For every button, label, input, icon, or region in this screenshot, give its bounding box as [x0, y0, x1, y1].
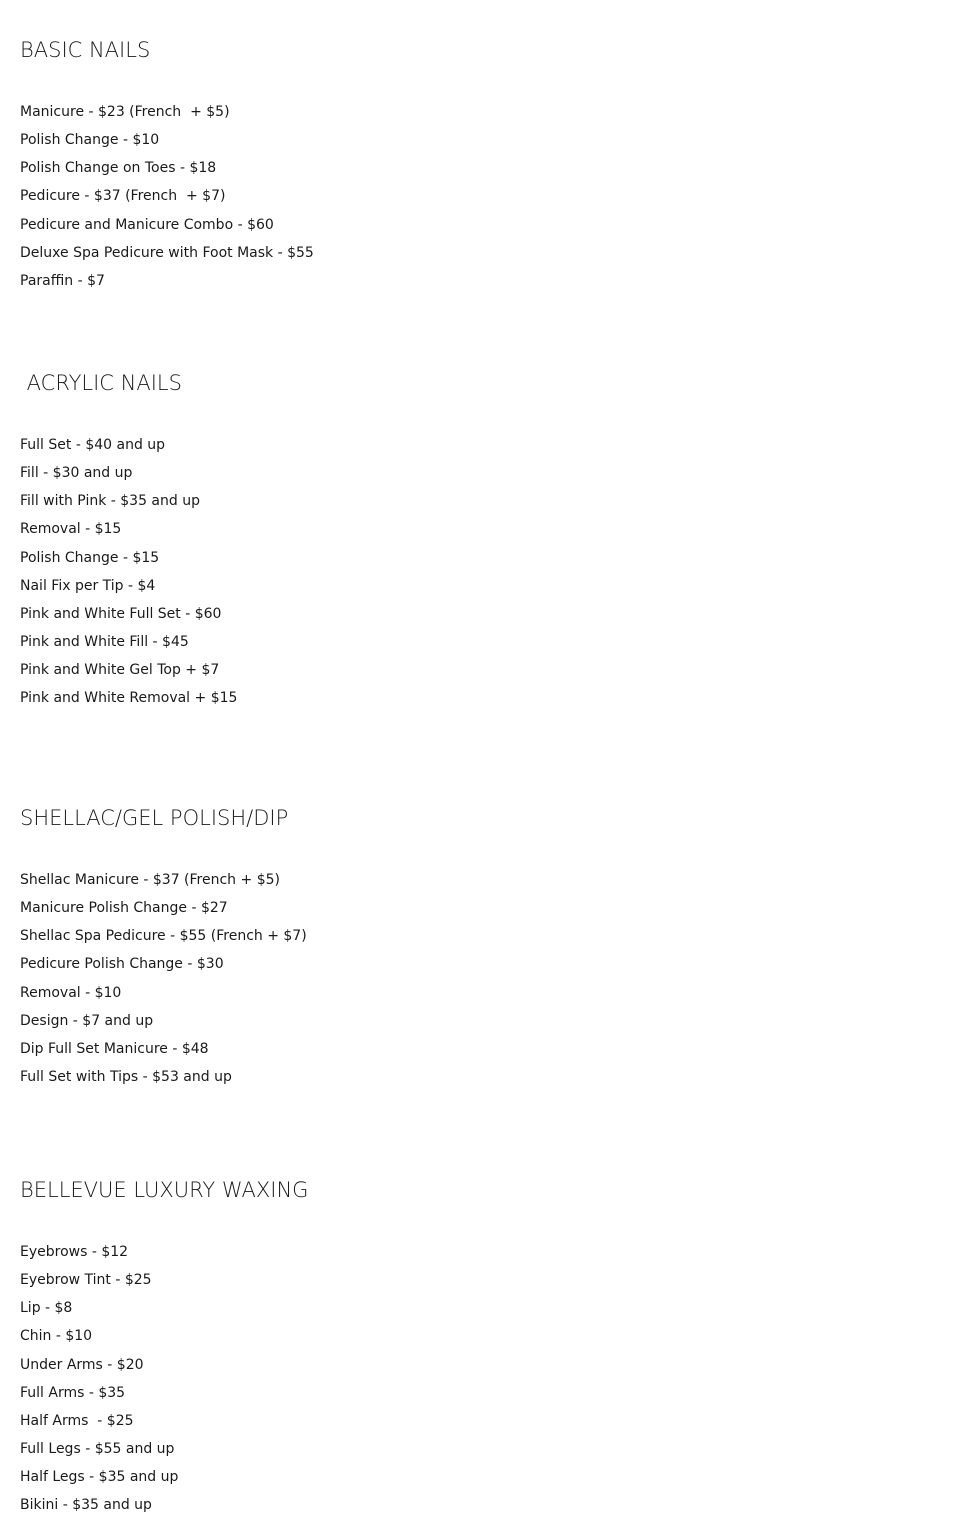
shellac-item-full-set-tips: Full Set with Tips - $53 and up [20, 1068, 232, 1085]
acrylic-item-polish-change: Polish Change - $15 [20, 549, 160, 566]
basic-nails-heading: BASIC NAILS [20, 38, 151, 62]
basic-nails-section [20, 36, 920, 295]
shellac-item-dip-full-set: Dip Full Set Manicure - $48 [20, 1040, 209, 1057]
waxing-item-full-legs: Full Legs - $55 and up [20, 1440, 175, 1457]
basic-nails-item-manicure: Manicure - $23 (French + $5) [20, 104, 230, 120]
shellac-heading: SHELLAC/GEL POLISH/DIP [20, 806, 289, 830]
waxing-list [20, 1238, 920, 1519]
basic-nails-item-deluxe-spa-pedicure: Deluxe Spa Pedicure with Foot Mask - $55 [20, 244, 314, 261]
acrylic-item-nail-fix: Nail Fix per Tip - $4 [20, 577, 156, 594]
acrylic-nails-section [20, 369, 920, 712]
waxing-item-lip: Lip - $8 [20, 1300, 73, 1317]
shellac-item-manicure-polish-change: Manicure Polish Change - $27 [20, 900, 228, 917]
acrylic-item-pw-fill: Pink and White Fill - $45 [20, 633, 189, 650]
basic-nails-item-polish-change: Polish Change - $10 [20, 132, 160, 149]
acrylic-nails-heading: ACRYLIC NAILS [20, 371, 182, 395]
waxing-item-full-arms: Full Arms - $35 [20, 1384, 126, 1401]
shellac-item-manicure: Shellac Manicure - $37 (French + $5) [20, 872, 280, 888]
acrylic-nails-list [20, 431, 920, 712]
waxing-item-eyebrows: Eyebrows - $12 [20, 1244, 129, 1260]
waxing-item-bikini: Bikini - $35 and up [20, 1497, 152, 1514]
waxing-item-chin: Chin - $10 [20, 1328, 93, 1345]
waxing-item-half-legs: Half Legs - $35 and up [20, 1469, 179, 1486]
waxing-item-under-arms: Under Arms - $20 [20, 1356, 144, 1373]
shellac-item-pedicure-polish-change: Pedicure Polish Change - $30 [20, 956, 224, 973]
shellac-list [20, 866, 920, 1091]
waxing-item-half-arms: Half Arms - $25 [20, 1412, 134, 1429]
acrylic-item-pw-removal: Pink and White Removal + $15 [20, 690, 238, 707]
waxing-heading: BELLEVUE LUXURY WAXING [20, 1178, 309, 1202]
acrylic-item-full-set: Full Set - $40 and up [20, 437, 166, 453]
waxing-section [20, 1176, 920, 1519]
shellac-item-design: Design - $7 and up [20, 1012, 154, 1029]
shellac-section [20, 804, 920, 1091]
basic-nails-item-paraffin: Paraffin - $7 [20, 272, 105, 289]
basic-nails-item-polish-change-toes: Polish Change on Toes - $18 [20, 160, 217, 177]
shellac-item-spa-pedicure: Shellac Spa Pedicure - $55 (French + $7) [20, 928, 307, 945]
shellac-item-removal: Removal - $10 [20, 984, 122, 1001]
basic-nails-item-pedicure: Pedicure - $37 (French + $7) [20, 188, 226, 205]
acrylic-item-removal: Removal - $15 [20, 521, 122, 538]
acrylic-item-fill-pink: Fill with Pink - $35 and up [20, 493, 200, 510]
acrylic-item-fill: Fill - $30 and up [20, 465, 133, 482]
waxing-item-eyebrow-tint: Eyebrow Tint - $25 [20, 1272, 152, 1289]
acrylic-item-pw-gel-top: Pink and White Gel Top + $7 [20, 662, 220, 679]
acrylic-item-pw-full-set: Pink and White Full Set - $60 [20, 605, 222, 622]
basic-nails-item-combo: Pedicure and Manicure Combo - $60 [20, 216, 274, 233]
basic-nails-list [20, 98, 920, 295]
